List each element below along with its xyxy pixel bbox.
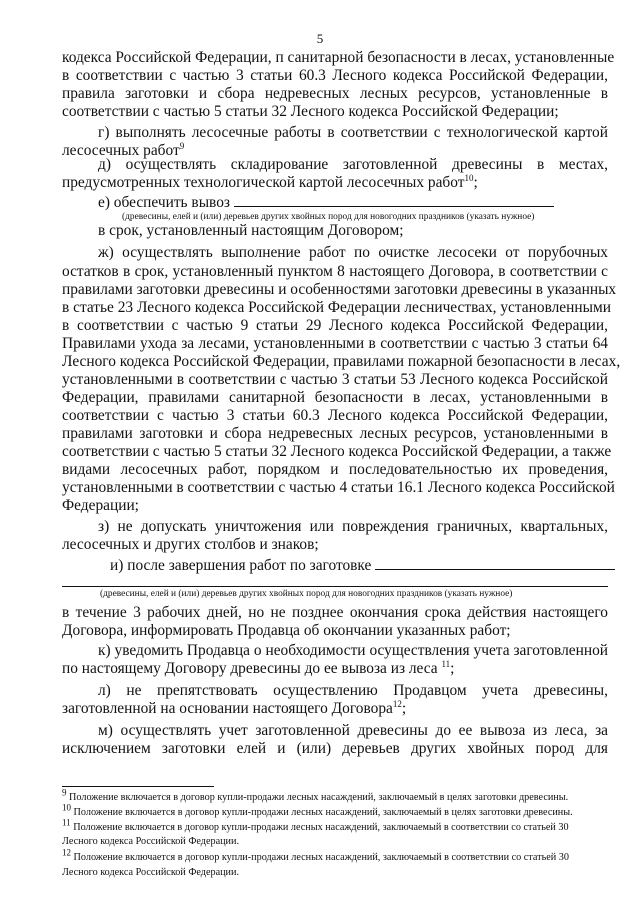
field-caption: (древесины, елей и (или) деревьев других хвойных пород для новогодних праздников (указать нужное) [122, 212, 535, 222]
footnote-ref: 9 [179, 140, 185, 151]
text-line: соответствии с частью 5 статьи 32 Лесного кодекса Российской Федерации, а также [62, 443, 612, 460]
text-line: и) после завершения работ по заготовке [110, 556, 608, 575]
text-line: по настоящему Договору древесины до ее вывоза из леса $^{11}$; [62, 658, 455, 677]
text-line: остатков в срок, установленный пунктом 8 настоящего Договора, в соответствии с [62, 263, 608, 280]
text-line: установленными в соответствии с частью 3 статьи 53 Лесного кодекса Российской [62, 371, 608, 388]
text-line: Федерации, правилами санитарной безопасности в лесах, установленными в [62, 389, 608, 406]
footnote-ref: 10 [464, 172, 474, 183]
text-line: ж) осуществлять выполнение работ по очистке лесосеки от порубочных [98, 244, 608, 261]
footnote: Лесного кодекса Российской Федерации. [62, 867, 240, 878]
text-line: исключением заготовки елей и (или) деревьев других хвойных пород для [62, 740, 608, 757]
text-line: видами лесосечных работ, порядком и последовательностью их проведения, [62, 461, 608, 478]
footnote: $^{10}$ Положение включается в договор купли-продажи лесных насаждений, заключаемый в целях заготовки древесины. [62, 802, 573, 818]
text-line: д) осуществлять складирование заготовленной древесины в местах, [98, 156, 608, 173]
footnote: $^{11}$ Положение включается в договор купли-продажи лесных насаждений, заключаемый в соответствии со статьей 30 [62, 817, 569, 833]
blank-fill-line [375, 556, 615, 570]
footnote-ref: 12 [392, 698, 402, 709]
text-line: в статье 23 Лесного кодекса Российской Федерации лесничествах, установленными [62, 299, 611, 316]
text-line: Договора, информировать Продавца об окончании указанных работ; [62, 622, 511, 639]
text-line: правилами заготовки и сбора недревесных лесных ресурсов, установленными в [62, 425, 608, 442]
blank-fill-line [62, 586, 608, 587]
text-line: соответствии с частью 3 статьи 60.3 Лесного кодекса Российской Федерации, [62, 407, 608, 424]
footnote: Лесного кодекса Российской Федерации. [62, 836, 240, 847]
text-line: к) уведомить Продавца о необходимости осуществления учета заготовленной [98, 642, 608, 659]
page-number: 5 [316, 31, 324, 46]
text-line: Федерации; [62, 497, 139, 514]
footnote: $^{12}$ Положение включается в договор купли-продажи лесных насаждений, заключаемый в соответствии со статьей 30 [62, 847, 569, 863]
text-line: соответствии с частью 5 статьи 32 Лесного кодекса Российской Федерации; [62, 103, 559, 120]
text-line: установленными в соответствии с частью 4 статьи 16.1 Лесного кодекса Российской [62, 479, 615, 496]
text-line: лесосечных работ$^9$ [62, 140, 185, 159]
text-line: правила заготовки и сбора недревесных лесных ресурсов, установленные в [62, 85, 608, 102]
text-line: в течение 3 рабочих дней, но не позднее окончания срока действия настоящего [62, 604, 608, 621]
field-caption: (древесины, елей и (или) деревьев других хвойных пород для новогодних праздников (указать нужное) [100, 589, 513, 599]
footnote-separator [62, 786, 214, 787]
text-line: в соответствии с частью 3 статьи 60.3 Лесного кодекса Российской Федерации, [62, 67, 608, 84]
text-line: з) не допускать уничтожения или повреждения граничных, квартальных, [98, 518, 608, 535]
text-line: в срок, установленный настоящим Договором; [98, 222, 404, 239]
text-line: правилами заготовки древесины и особенностями заготовки древесины в указанных [62, 281, 617, 298]
text-line: предусмотренных технологической картой лесосечных работ$^{10}$; [62, 172, 478, 191]
footnote-ref: 11 [441, 658, 451, 669]
text-line: л) не препятствовать осуществлению Продавцом учета древесины, [98, 682, 608, 699]
text-line: Правилами ухода за лесами, установленными в соответствии с частью 3 статьи 64 [62, 335, 608, 352]
text-line: м) осуществлять учет заготовленной древесины до ее вывоза из леса, за [98, 722, 608, 739]
text-line: лесосечных и других столбов и знаков; [62, 536, 319, 553]
footnote: $^9$ Положение включается в договор купли-продажи лесных насаждений, заключаемый в целях заготовки древесины. [62, 787, 569, 803]
blank-fill-line [234, 193, 554, 207]
text-line: в соответствии с частью 9 статьи 29 Лесного кодекса Российской Федерации, [62, 317, 608, 334]
text-line: Лесного кодекса Российской Федерации, правилами пожарной безопасности в лесах, [62, 353, 621, 370]
text-line: е) обеспечить вывоз [98, 193, 608, 212]
text-line: заготовленной на основании настоящего Договора$^{12}$; [62, 698, 407, 717]
text-line: г) выполнять лесосечные работы в соответствии с технологической картой [98, 124, 608, 141]
text-line: кодекса Российской Федерации, п санитарной безопасности в лесах, установленные [62, 49, 615, 66]
